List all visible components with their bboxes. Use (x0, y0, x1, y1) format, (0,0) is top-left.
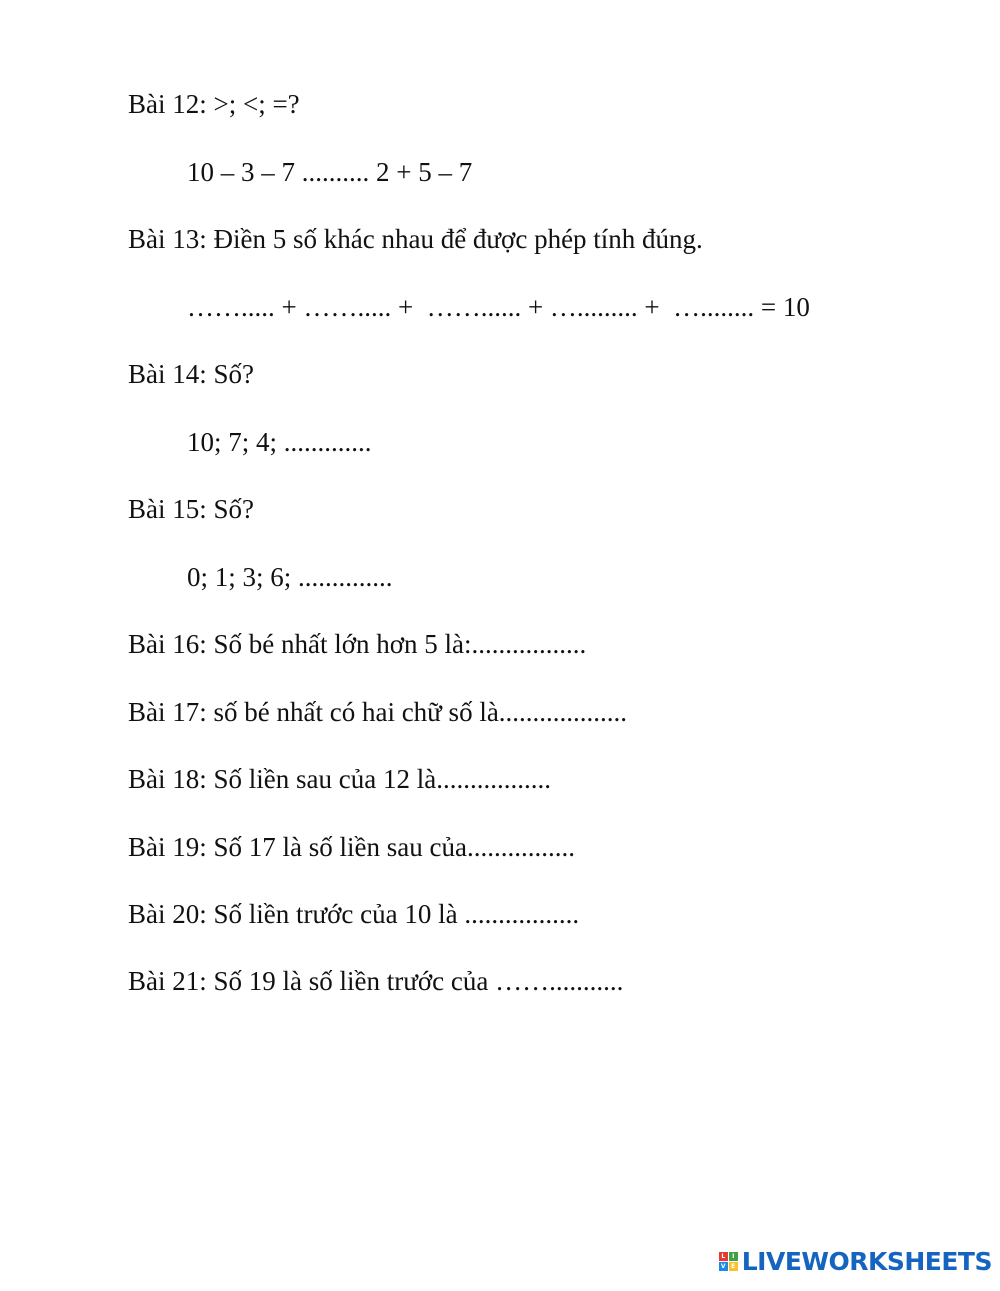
exercise-14-title: Bài 14: Số? (128, 359, 254, 389)
logo-mark-e: E (729, 1262, 738, 1271)
exercise-15-sequence: 0; 1; 3; 6; .............. (187, 562, 393, 592)
exercise-15-title: Bài 15: Số? (128, 494, 254, 524)
logo-mark-i: I (729, 1252, 738, 1261)
logo-mark-v: V (719, 1262, 728, 1271)
exercise-13-blanks: ……..... + ……..... + ……...... + …......... + …........ = 10 (187, 292, 810, 322)
logo-mark-l: L (719, 1252, 728, 1261)
exercise-16: Bài 16: Số bé nhất lớn hơn 5 là:................. (128, 629, 587, 659)
exercise-19: Bài 19: Số 17 là số liền sau của................ (128, 832, 575, 862)
exercise-12-expression: 10 – 3 – 7 .......... 2 + 5 – 7 (187, 157, 473, 187)
liveworksheets-logo (719, 1245, 992, 1277)
exercise-13-title: Bài 13: Điền 5 số khác nhau để được phép tính đúng. (128, 224, 703, 254)
exercise-18: Bài 18: Số liền sau của 12 là................. (128, 764, 551, 794)
exercise-14-sequence: 10; 7; 4; ............. (187, 427, 372, 457)
exercise-12-title: Bài 12: >; <; =? (128, 89, 300, 119)
logo-text: LIVEWORKSHEETS (741, 1246, 992, 1276)
exercise-17: Bài 17: số bé nhất có hai chữ số là................... (128, 697, 628, 727)
exercise-21: Bài 21: Số 19 là số liền trước của ……........... (128, 966, 624, 996)
logo-mark-icon (719, 1252, 738, 1271)
exercise-20: Bài 20: Số liền trước của 10 là ................. (128, 899, 580, 929)
